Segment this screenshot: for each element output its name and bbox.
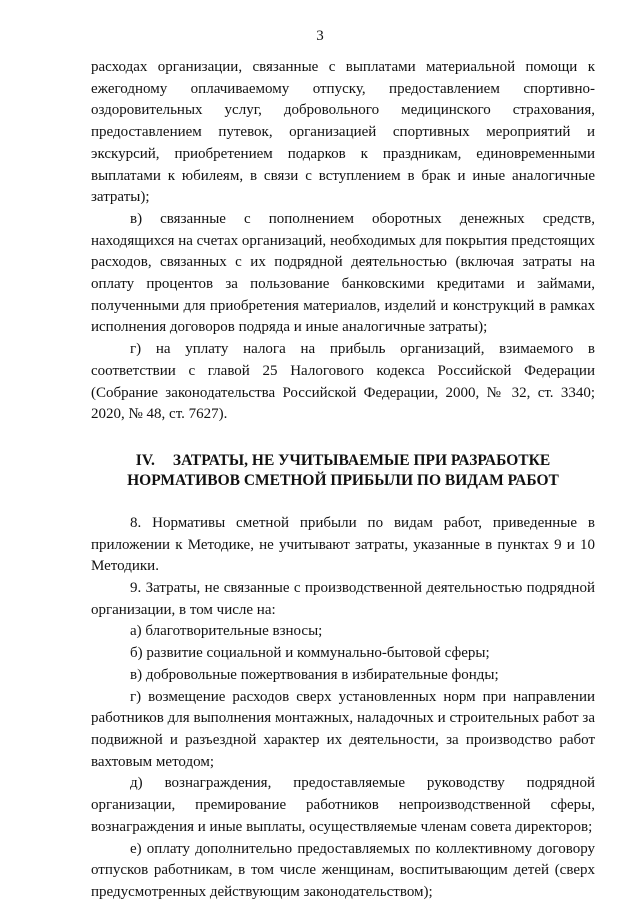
list-item-v: в) добровольные пожертвования в избирательные фонды; [130,666,499,683]
page-number: 3 [316,28,324,44]
paragraph-continuation: расходах организации, связанные с выплатами материальной помощи к ежегодному оплачиваемому отпуску, предоставлением спортивно-оздоровительных услуг, добровольного медицинского страхования, предоставлением путевок, организацией спортивных мероприятий и экскурсий, приобретением подарков к праздникам, единовременными выплатами к юбилеям, в связи с вступлением в брак и иные аналогичные затраты); [91,59,595,206]
section-title-line-1: ЗАТРАТЫ, НЕ УЧИТЫВАЕМЫЕ ПРИ РАЗРАБОТКЕ [172,451,551,469]
list-item-g: г) возмещение расходов сверх установленных норм при направлении работников для выполнения монтажных, наладочных и строительных работ за подвижной и разъездной характер их деятельности, за производство работ вахтовым методом; [91,688,595,770]
document-body [91,57,595,904]
list-item-d: д) вознаграждения, предоставляемые руководству подрядной организации, премирование работников непроизводственной сферы, вознаграждения и иные выплаты, осуществляемые членам совета директоров; [91,775,595,835]
list-item-e: е) оплату дополнительно предоставляемых по коллективному договору отпусков работникам, в том числе женщинам, воспитывающим детей (сверх предусмотренных действующим законодательством); [91,840,595,900]
paragraph-item-v: в) связанные с пополнением оборотных денежных средств, находящихся на счетах организаций, необходимых для покрытия предстоящих расходов, связанных с их подрядной деятельностью (включая затраты на оплату процентов за пользование банковскими кредитами и займами, полученными для приобретения материалов, изделий и конструкций в рамках исполнения договоров подряда и иные аналогичные затраты); [91,210,595,336]
paragraph-item-g: г) на уплату налога на прибыль организаций, взимаемого в соответствии с главой 25 Налогового кодекса Российской Федерации (Собрание законодательства Российской Федерации, 2000, № 32, ст. 3340; 2020, № 48, ст. 7627). [91,341,595,423]
paragraph-clause-8: 8. Нормативы сметной прибыли по видам работ, приведенные в приложении к Методике, не учитывают затраты, указанные в пунктах 9 и 10 Методики. [91,514,595,575]
section-number: IV. [135,451,155,469]
list-item-a: а) благотворительные взносы; [130,623,323,640]
list-item-b: б) развитие социальной и коммунально-бытовой сферы; [130,645,490,662]
paragraph-clause-9: 9. Затраты, не связанные с производственной деятельностью подрядной организации, в том числе на: [91,580,595,618]
section-heading-line-1 [91,451,595,471]
section-heading [91,451,595,491]
section-title-line-2: НОРМАТИВОВ СМЕТНОЙ ПРИБЫЛИ ПО ВИДАМ РАБОТ [127,471,559,489]
